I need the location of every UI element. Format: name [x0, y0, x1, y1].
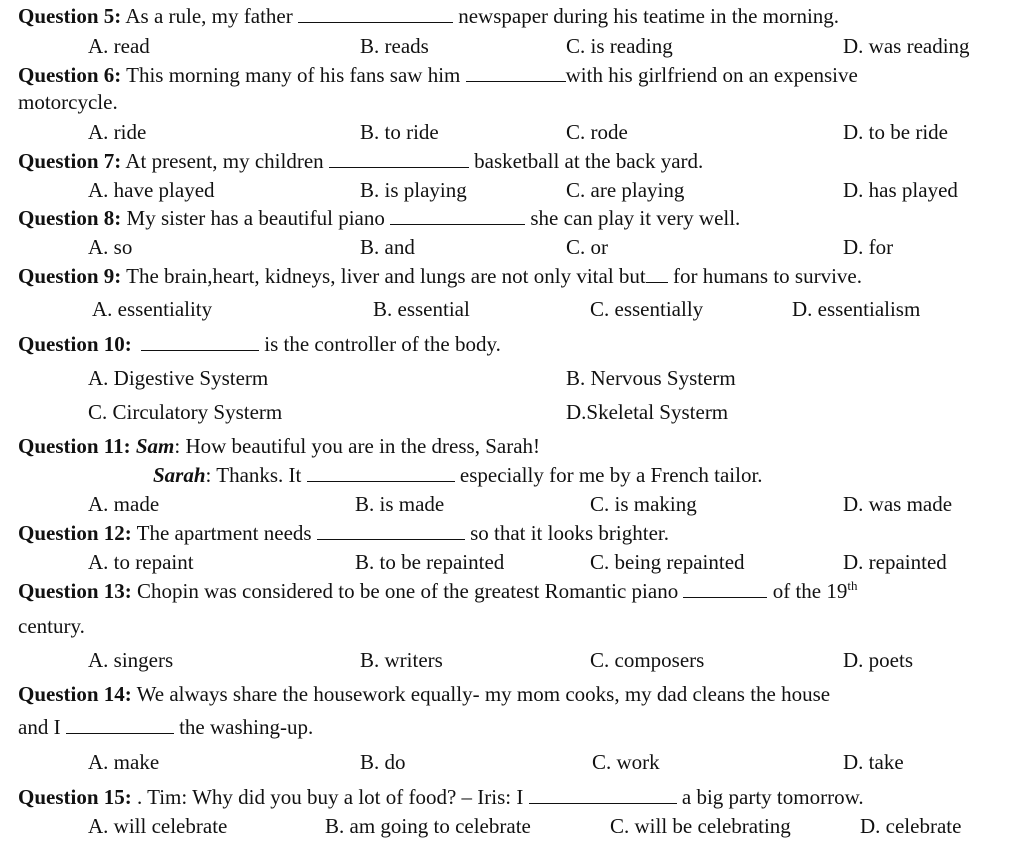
answer-blank [646, 281, 668, 283]
option-b: B. do [360, 750, 406, 774]
question-11-reply [153, 465, 763, 486]
option-c: C. Circulatory Systerm [88, 400, 283, 424]
question-label: Question 12: [18, 521, 132, 545]
option-b: B. writers [360, 648, 443, 672]
dialogue-line: : How beautiful you are in the dress, Sarah! [174, 434, 541, 458]
option-c: C. work [592, 750, 660, 774]
stem-text: Chopin was considered to be one of the greatest Romantic piano [137, 579, 679, 603]
stem-text: We always share the housework equally- my mom cooks, my dad cleans the house [136, 682, 831, 706]
question-5-stem [18, 6, 839, 27]
option-a: A. read [88, 34, 150, 58]
stem-text: This morning many of his fans saw him [126, 63, 461, 87]
stem-text: she can play it very well. [530, 206, 741, 230]
option-d: D. repainted [843, 550, 947, 574]
question-12-stem [18, 523, 669, 544]
option-a: A. made [88, 492, 160, 516]
option-c: C. is reading [566, 34, 673, 58]
option-d: D. poets [843, 648, 913, 672]
option-c: C. is making [590, 492, 697, 516]
question-6-stem [18, 65, 858, 86]
speaker-name: Sam [135, 434, 175, 458]
answer-blank [66, 732, 174, 734]
stem-text: a big party tomorrow. [681, 785, 864, 809]
speaker-name: Sarah [153, 463, 206, 487]
question-10-stem [18, 334, 501, 355]
option-d: D.Skeletal Systerm [566, 400, 729, 424]
option-d: D. for [843, 235, 894, 259]
stem-continuation: century. [18, 614, 85, 638]
option-c: C. essentially [590, 297, 704, 321]
stem-text: with his girlfriend on an expensive [565, 63, 858, 87]
option-b: B. am going to celebrate [325, 814, 531, 838]
stem-text: At present, my children [125, 149, 324, 173]
stem-continuation: motorcycle. [18, 90, 118, 114]
option-a: A. singers [88, 648, 174, 672]
answer-blank [683, 596, 767, 598]
stem-continuation [18, 717, 313, 738]
stem-text: newspaper during his teatime in the morning. [458, 4, 840, 28]
option-c: C. rode [566, 120, 628, 144]
stem-text: the washing-up. [179, 715, 314, 739]
option-b: B. is made [355, 492, 445, 516]
question-label: Question 13: [18, 579, 132, 603]
question-11-stem [18, 436, 540, 457]
question-8-stem [18, 208, 740, 229]
question-label: Question 8: [18, 206, 122, 230]
option-a: A. ride [88, 120, 147, 144]
option-c: C. or [566, 235, 608, 259]
stem-text: of the 19 [772, 579, 848, 603]
option-a: A. essentiality [92, 297, 213, 321]
answer-blank [390, 223, 525, 225]
option-b: B. reads [360, 34, 429, 58]
answer-blank [329, 166, 469, 168]
option-b: B. to be repainted [355, 550, 505, 574]
stem-text: . Tim: Why did you buy a lot of food? – Iris: I [137, 785, 524, 809]
option-d: D. was reading [843, 34, 970, 58]
option-d: D. was made [843, 492, 953, 516]
question-13-stem [18, 578, 858, 603]
question-7-stem [18, 151, 703, 172]
dialogue-line: especially for me by a French tailor. [459, 463, 763, 487]
question-14-stem [18, 684, 830, 705]
option-b: B. is playing [360, 178, 467, 202]
option-d: D. take [843, 750, 904, 774]
question-15-stem [18, 787, 864, 808]
question-label: Question 5: [18, 4, 122, 28]
stem-text: so that it looks brighter. [470, 521, 669, 545]
stem-text: As a rule, my father [125, 4, 293, 28]
answer-blank [466, 80, 566, 82]
option-a: A. will celebrate [88, 814, 228, 838]
stem-text: The brain,heart, kidneys, liver and lungs are not only vital but [126, 264, 646, 288]
option-a: A. have played [88, 178, 215, 202]
option-b: B. to ride [360, 120, 439, 144]
stem-text: My sister has a beautiful piano [126, 206, 385, 230]
question-9-stem [18, 266, 862, 287]
stem-text: The apartment needs [136, 521, 312, 545]
option-b: B. and [360, 235, 415, 259]
option-a: A. to repaint [88, 550, 194, 574]
answer-blank [307, 480, 455, 482]
option-d: D. has played [843, 178, 958, 202]
dialogue-line: : Thanks. It [205, 463, 302, 487]
question-label: Question 10: [18, 332, 132, 356]
option-c: C. being repainted [590, 550, 745, 574]
stem-text: basketball at the back yard. [474, 149, 704, 173]
option-a: A. Digestive Systerm [88, 366, 269, 390]
stem-text: is the controller of the body. [264, 332, 501, 356]
answer-blank [298, 21, 453, 23]
question-label: Question 15: [18, 785, 132, 809]
question-label: Question 9: [18, 264, 122, 288]
option-a: A. make [88, 750, 160, 774]
option-d: D. celebrate [860, 814, 962, 838]
question-label: Question 7: [18, 149, 122, 173]
option-c: C. composers [590, 648, 705, 672]
stem-text: for humans to survive. [673, 264, 862, 288]
answer-blank [141, 349, 259, 351]
option-a: A. so [88, 235, 133, 259]
stem-text: and I [18, 715, 61, 739]
question-label: Question 11: [18, 434, 131, 458]
option-d: D. essentialism [792, 297, 921, 321]
answer-blank [529, 802, 677, 804]
option-d: D. to be ride [843, 120, 948, 144]
option-b: B. Nervous Systerm [566, 366, 736, 390]
option-c: C. are playing [566, 178, 685, 202]
question-label: Question 6: [18, 63, 122, 87]
option-b: B. essential [373, 297, 470, 321]
option-c: C. will be celebrating [610, 814, 791, 838]
answer-blank [317, 538, 465, 540]
question-label: Question 14: [18, 682, 132, 706]
ordinal-suffix: th [847, 578, 858, 593]
